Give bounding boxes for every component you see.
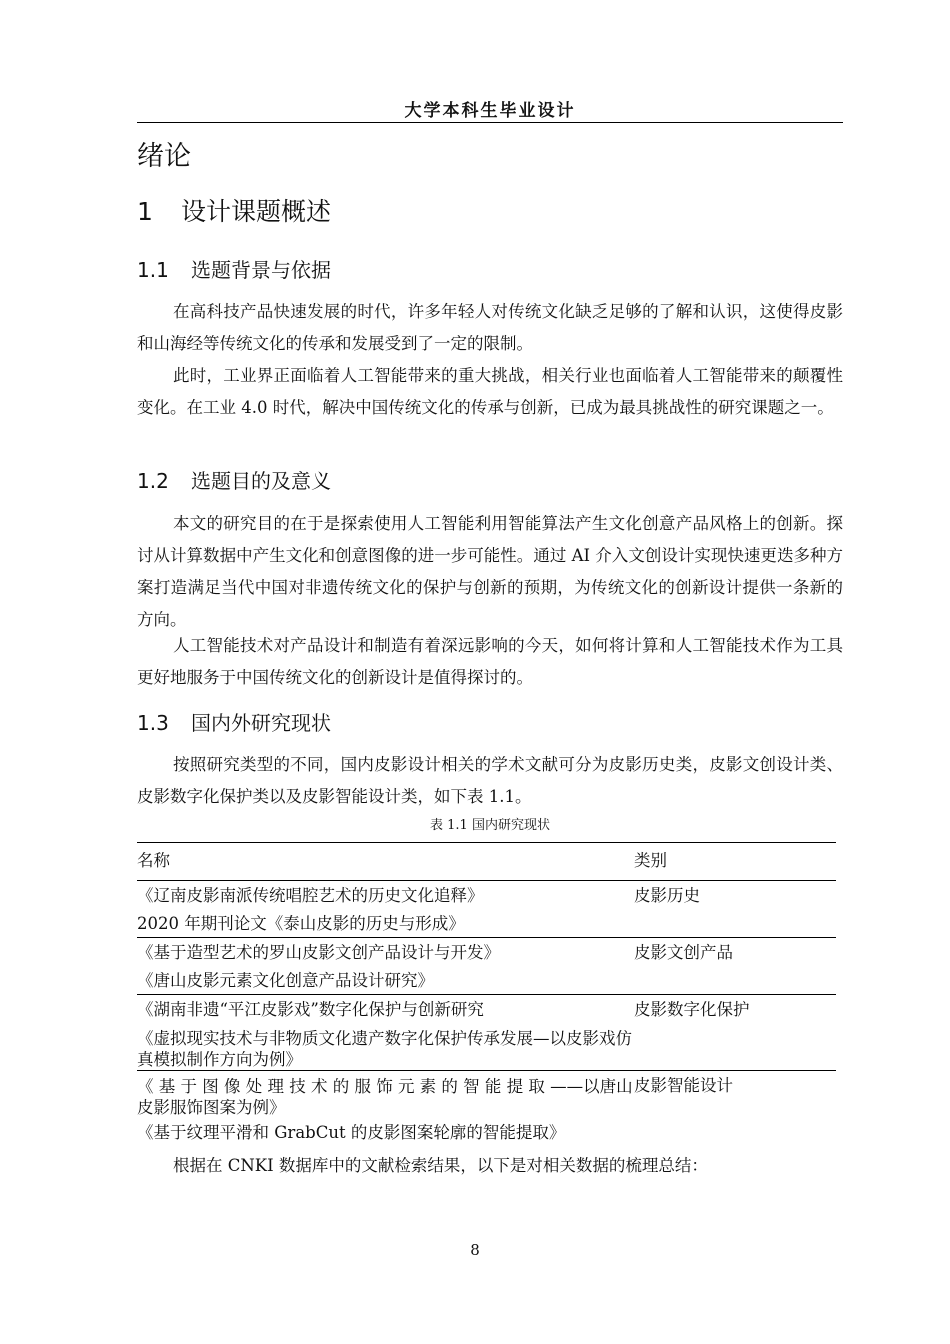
table-cell-category: 皮影智能设计 [634, 1076, 733, 1095]
section-number: 1 [137, 197, 153, 226]
table-row [137, 995, 836, 1024]
table-cell-name: 《辽南皮影南派传统唱腔艺术的历史文化追释》 [137, 886, 484, 905]
section-heading-1 [137, 192, 331, 228]
table-cell-name: 《基于纹理平滑和 GrabCut 的皮影图案轮廓的智能提取》 [137, 1123, 566, 1142]
column-header-category: 类别 [634, 843, 836, 881]
table-cell-category: 皮影数字化保护 [634, 1000, 750, 1019]
subsection-title: 国内外研究现状 [191, 711, 331, 735]
table-row [137, 909, 836, 938]
subsection-number: 1.2 [137, 469, 169, 493]
research-status-table [137, 842, 836, 1146]
table-header-row [137, 843, 836, 881]
section-title: 设计课题概述 [181, 197, 332, 226]
header-rule [137, 122, 843, 123]
running-header: 大学本科生毕业设计 [404, 101, 576, 121]
table-row [137, 966, 836, 995]
table-row [137, 938, 836, 967]
table-cell-name: 《湖南非遗“平江皮影戏”数字化保护与创新研究 [137, 1000, 484, 1019]
table-cell-category: 皮影历史 [634, 886, 700, 905]
table-caption: 表 1.1 国内研究现状 [430, 818, 550, 833]
subsection-heading-1-1 [137, 254, 331, 283]
table-cell-name: 《 基 于 图 像 处 理 技 术 的 服 饰 元 素 的 智 能 提 取 ——以唐山皮影服饰图案为例》 [137, 1077, 633, 1117]
subsection-number: 1.1 [137, 258, 169, 282]
paragraph-significance: 人工智能技术对产品设计和制造有着深远影响的今天，如何将计算和人工智能技术作为工具更好地服务于中国传统文化的创新设计是值得探讨的。 [137, 636, 843, 687]
subsection-heading-1-3 [137, 707, 331, 736]
subsection-title: 选题目的及意义 [191, 469, 331, 493]
column-header-name: 名称 [137, 843, 634, 881]
table-cell-category: 皮影文创产品 [634, 943, 733, 962]
table-row [137, 1071, 836, 1119]
table-row [137, 1118, 836, 1146]
paragraph-cnki-summary: 根据在 CNKI 数据库中的文献检索结果，以下是对相关数据的梳理总结： [173, 1156, 708, 1175]
subsection-title: 选题背景与依据 [191, 258, 331, 282]
paragraph-background: 在高科技产品快速发展的时代，许多年轻人对传统文化缺乏足够的了解和认识，这使得皮影和山海经等传统文化的传承和发展受到了一定的限制。 [137, 302, 843, 353]
subsection-number: 1.3 [137, 711, 169, 735]
chapter-title: 绪论 [137, 141, 191, 172]
table-row [137, 1023, 836, 1071]
table-cell-name: 《唐山皮影元素文化创意产品设计研究》 [137, 966, 634, 995]
paragraph-purpose: 本文的研究目的在于是探索使用人工智能利用智能算法产生文化创意产品风格上的创新。探讨从计算数据中产生文化和创意图像的进一步可能性。通过 AI 介入文创设计实现快速更迭多种方案打造满足当代中国对非遗传统文化的保护与创新的预期，为传统文化的创新设计提供一条新的方向。 [137, 514, 843, 629]
table-cell-name: 《虚拟现实技术与非物质文化遗产数字化保护传承发展—以皮影戏仿真模拟制作方向为例》 [137, 1029, 632, 1069]
paragraph-research-types: 按照研究类型的不同，国内皮影设计相关的学术文献可分为皮影历史类，皮影文创设计类、皮影数字化保护类以及皮影智能设计类，如下表 1.1。 [137, 755, 843, 806]
paragraph-challenge: 此时，工业界正面临着人工智能带来的重大挑战，相关行业也面临着人工智能带来的颠覆性变化。在工业 4.0 时代，解决中国传统文化的传承与创新，已成为最具挑战性的研究课题之一。 [137, 366, 843, 417]
table-cell-name: 《基于造型艺术的罗山皮影文创产品设计与开发》 [137, 943, 500, 962]
page-number: 8 [470, 1241, 480, 1259]
table-row [137, 881, 836, 910]
table-cell-name: 2020 年期刊论文《泰山皮影的历史与形成》 [137, 909, 634, 938]
subsection-heading-1-2 [137, 465, 331, 494]
